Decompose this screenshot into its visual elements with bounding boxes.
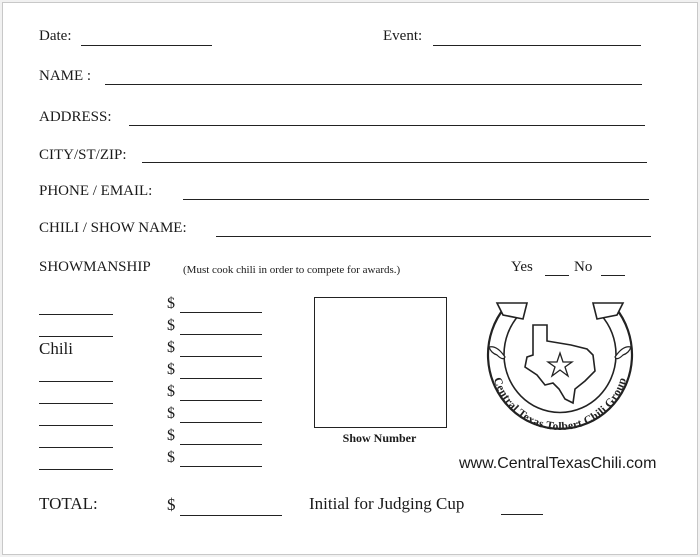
dollar-sign: $	[167, 361, 175, 378]
entry-blank-6[interactable]	[39, 447, 113, 448]
chili-show-name-label: CHILI / SHOW NAME:	[39, 220, 187, 236]
horseshoe-left-tip	[497, 303, 527, 319]
dollar-sign: $	[167, 427, 175, 444]
amount-field-6[interactable]	[180, 422, 262, 423]
city-st-zip-label: CITY/ST/ZIP:	[39, 147, 127, 163]
chili-show-name-field[interactable]	[216, 236, 651, 237]
entry-blank-7[interactable]	[39, 469, 113, 470]
logo-arc-text: Central Texas Tolbert Chili Group	[490, 375, 630, 434]
no-field[interactable]	[601, 275, 625, 276]
showmanship-note: (Must cook chili in order to compete for awards.)	[183, 264, 401, 276]
entry-blank-3[interactable]	[39, 381, 113, 382]
texas-star-horseshoe-logo	[475, 295, 645, 455]
total-amount-field[interactable]	[180, 515, 282, 516]
dollar-sign: $	[167, 295, 175, 312]
amount-field-5[interactable]	[180, 400, 262, 401]
chili-pepper-left-icon	[489, 347, 505, 359]
website-url[interactable]: www.CentralTexasChili.com	[459, 455, 657, 472]
dollar-sign: $	[167, 339, 175, 356]
horseshoe-right-tip	[593, 303, 623, 319]
event-field[interactable]	[433, 45, 641, 46]
showmanship-label: SHOWMANSHIP	[39, 259, 151, 275]
initial-judging-cup-field[interactable]	[501, 514, 543, 515]
total-label: TOTAL:	[39, 494, 98, 513]
address-field[interactable]	[129, 125, 645, 126]
total-dollar-sign: $	[167, 495, 176, 514]
phone-email-label: PHONE / EMAIL:	[39, 183, 153, 199]
city-st-zip-field[interactable]	[142, 162, 647, 163]
amount-field-1[interactable]	[180, 312, 262, 313]
entry-blank-4[interactable]	[39, 403, 113, 404]
chili-pepper-right-icon	[615, 347, 631, 359]
dollar-sign: $	[167, 317, 175, 334]
initial-judging-cup-label: Initial for Judging Cup	[309, 494, 465, 513]
yes-label: Yes	[511, 259, 533, 275]
address-label: ADDRESS:	[39, 109, 112, 125]
entry-blank-1[interactable]	[39, 314, 113, 315]
dollar-sign: $	[167, 383, 175, 400]
entry-form-card	[2, 2, 698, 555]
name-label: NAME :	[39, 68, 92, 84]
amount-field-2[interactable]	[180, 334, 262, 335]
phone-email-field[interactable]	[183, 199, 649, 200]
amount-field-4[interactable]	[180, 378, 262, 379]
show-number-box[interactable]	[314, 297, 447, 428]
yes-field[interactable]	[545, 275, 569, 276]
chili-label: Chili	[39, 339, 74, 358]
dollar-sign: $	[167, 405, 175, 422]
show-number-label: Show Number	[342, 431, 417, 445]
no-label: No	[574, 259, 593, 275]
date-label: Date:	[39, 28, 72, 44]
entry-blank-2[interactable]	[39, 336, 113, 337]
amount-field-8[interactable]	[180, 466, 262, 467]
event-label: Event:	[383, 28, 423, 44]
date-field[interactable]	[81, 45, 212, 46]
dollar-sign: $	[167, 449, 175, 466]
amount-field-7[interactable]	[180, 444, 262, 445]
entry-blank-5[interactable]	[39, 425, 113, 426]
name-field[interactable]	[105, 84, 642, 85]
amount-field-3[interactable]	[180, 356, 262, 357]
